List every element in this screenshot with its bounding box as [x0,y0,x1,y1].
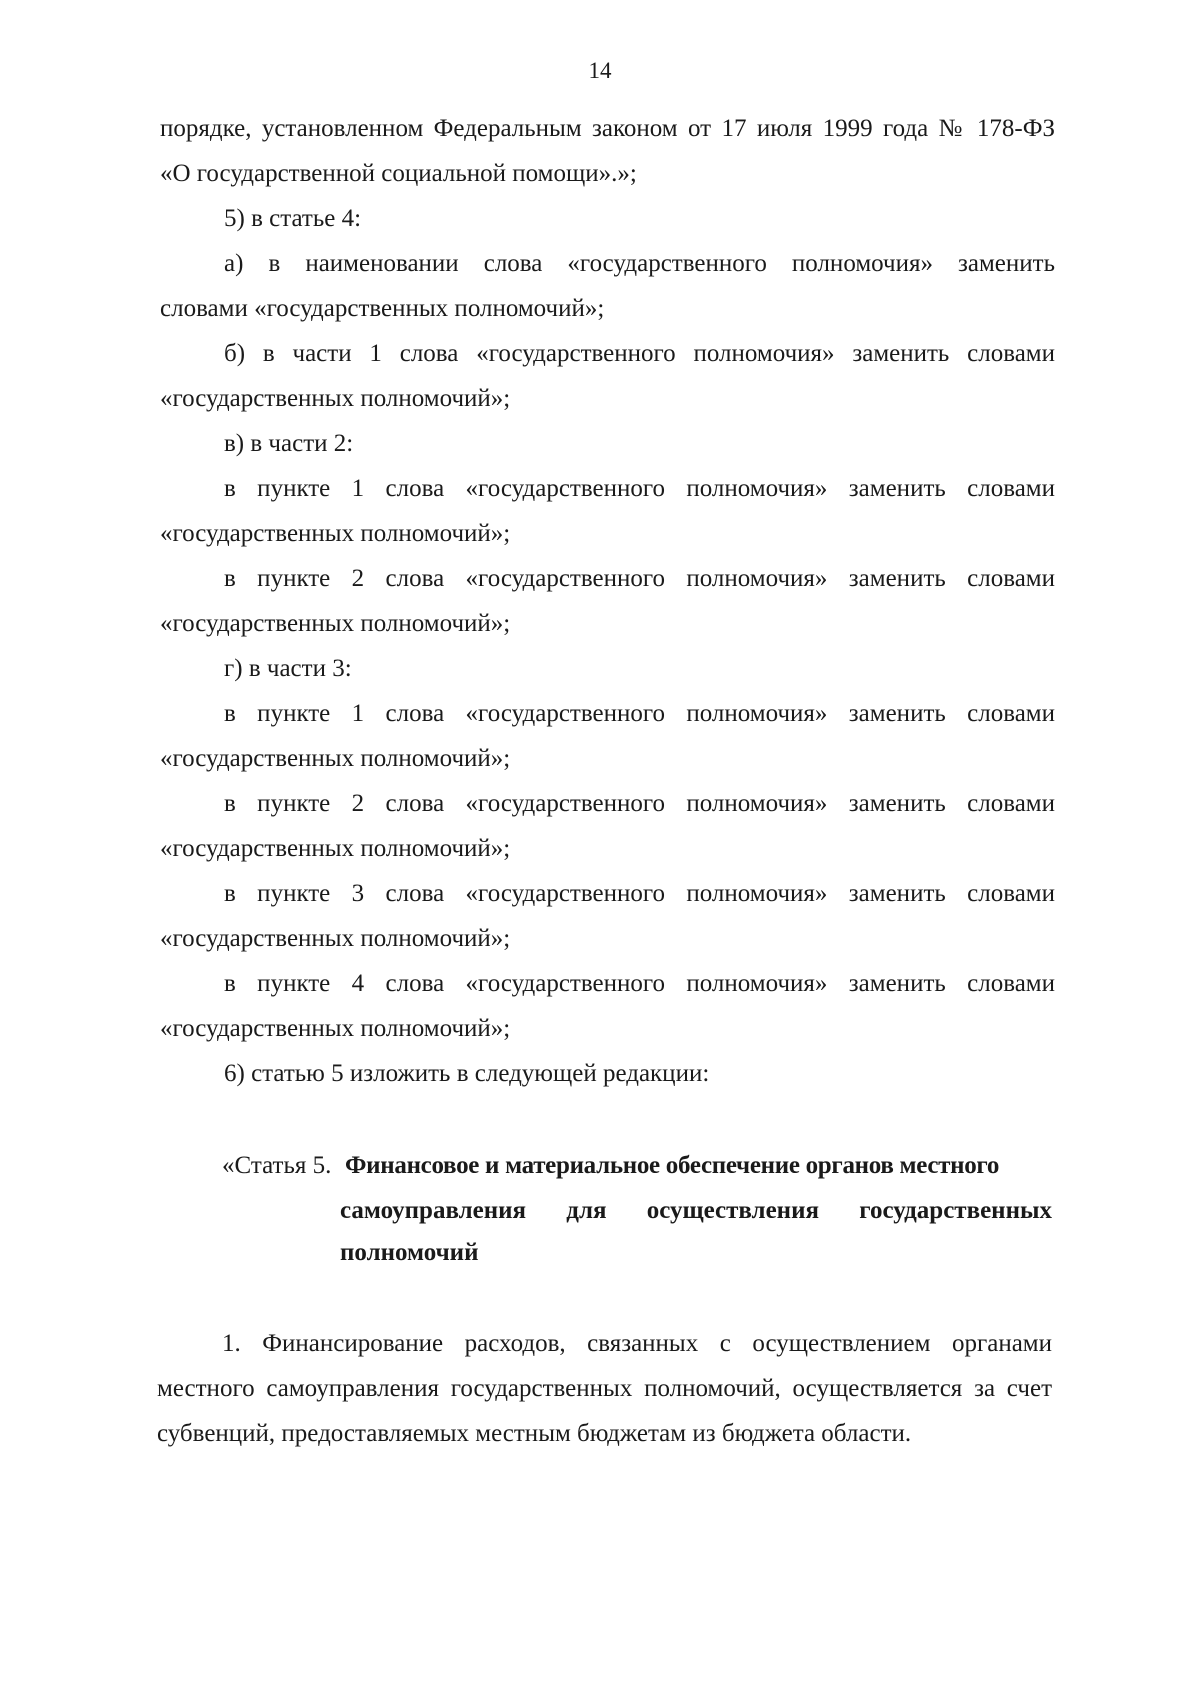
text-line-22: 6) статью 5 изложить в следующей редакции: [224,1060,710,1087]
text-line-21: «государственных полномочий»; [160,1015,511,1042]
text-line-7: «государственных полномочий»; [160,385,511,412]
article-title-line-3: полномочий [340,1239,479,1266]
paragraph-line-3: субвенций, предоставляемых местным бюджетам из бюджета области. [157,1420,912,1447]
text-line-3: 5) в статье 4: [224,205,362,232]
text-line-10: «государственных полномочий»; [160,520,511,547]
text-line-19: «государственных полномочий»; [160,925,511,952]
paragraph-line-1: 1. Финансирование расходов, связанных с осуществлением органами [222,1331,1052,1357]
text-line-20: в пункте 4 слова «государственного полномочия» заменить словами [224,971,1055,997]
text-line-8: в) в части 2: [224,430,354,457]
text-line-12: «государственных полномочий»; [160,610,511,637]
text-line-2: «О государственной социальной помощи».»; [160,160,637,187]
article-title-line-1: Финансовое и материальное обеспечение органов местного [345,1152,1000,1179]
text-line-6: б) в части 1 слова «государственного полномочия» заменить словами [224,341,1055,367]
article-title-line-2: самоуправления для осуществления государственных [340,1198,1052,1224]
text-line-1: порядке, установленном Федеральным законом от 17 июля 1999 года № 178-ФЗ [160,116,1055,142]
text-line-17: «государственных полномочий»; [160,835,511,862]
text-line-14: в пункте 1 слова «государственного полномочия» заменить словами [224,701,1055,727]
page-number: 14 [588,58,612,83]
article-prefix: «Статья 5. [222,1152,332,1179]
text-line-15: «государственных полномочий»; [160,745,511,772]
text-line-11: в пункте 2 слова «государственного полномочия» заменить словами [224,566,1055,592]
text-line-4: а) в наименовании слова «государственного полномочия» заменить [224,251,1055,277]
paragraph-line-2: местного самоуправления государственных полномочий, осуществляется за счет [157,1376,1052,1402]
text-line-13: г) в части 3: [224,655,352,682]
text-line-18: в пункте 3 слова «государственного полномочия» заменить словами [224,881,1055,907]
text-line-5: словами «государственных полномочий»; [160,295,605,322]
text-line-16: в пункте 2 слова «государственного полномочия» заменить словами [224,791,1055,817]
text-line-9: в пункте 1 слова «государственного полномочия» заменить словами [224,476,1055,502]
